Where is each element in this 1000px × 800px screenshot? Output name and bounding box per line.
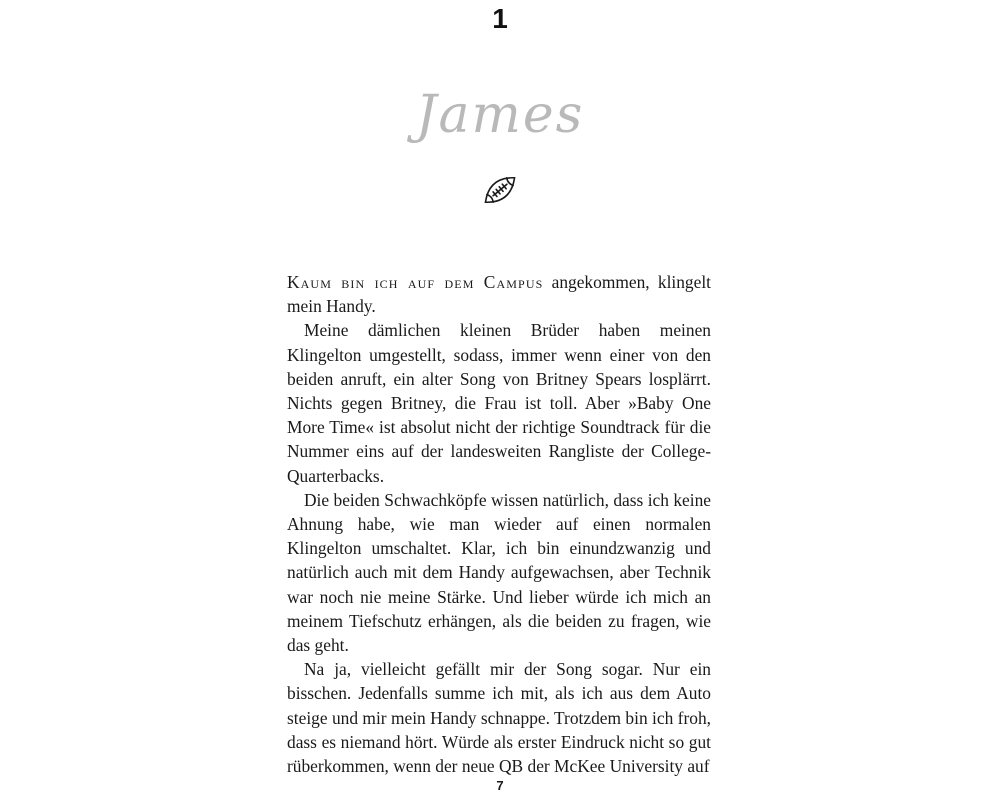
paragraph-text: angekommen, klingelt mein Handy. <box>287 272 711 317</box>
chapter-number: 1 <box>492 3 508 34</box>
chapter-name: James <box>415 85 585 145</box>
paragraph-1 <box>287 270 711 318</box>
chapter-body <box>287 270 711 778</box>
chapter-name-script <box>405 70 595 160</box>
page-number: 7 <box>496 778 504 793</box>
paragraph-4: Na ja, vielleicht gefällt mir der Song sogar. Nur ein bisschen. Jedenfalls summe ich mit, als ich aus dem Auto steige und mir mein Handy schnappe. Trotzdem bin ich froh, dass es niemand hört. Würde als erster Eindruck nicht so gut rüberkommen, wenn der neue QB der McKee University auf <box>287 659 711 777</box>
paragraph-2: Meine dämlichen kleinen Brüder haben meinen Klingelton umgestellt, sodass, immer wenn einer von den beiden anruft, ein alter Song von Britney Spears losplärrt. Nichts gegen Britney, die Frau ist toll. Aber »Baby One More Time« ist absolut nicht der richtige Soundtrack für die Nummer eins auf der landesweiten Rangliste der College-Quarterbacks. <box>287 320 711 486</box>
football-icon <box>478 168 522 212</box>
lead-in: Kaum bin ich auf dem Campus <box>287 272 544 292</box>
paragraph-3: Die beiden Schwachköpfe wissen natürlich, dass ich keine Ahnung habe, wie man wieder auf einen normalen Klingelton umschaltet. Klar, ich bin einundzwanzig und natürlich auch mit dem Handy aufgewachsen, aber Technik war noch nie meine Stärke. Und lieber würde ich mich an meinem Tiefschutz erhängen, als die beiden zu fragen, wie das geht. <box>287 489 711 656</box>
